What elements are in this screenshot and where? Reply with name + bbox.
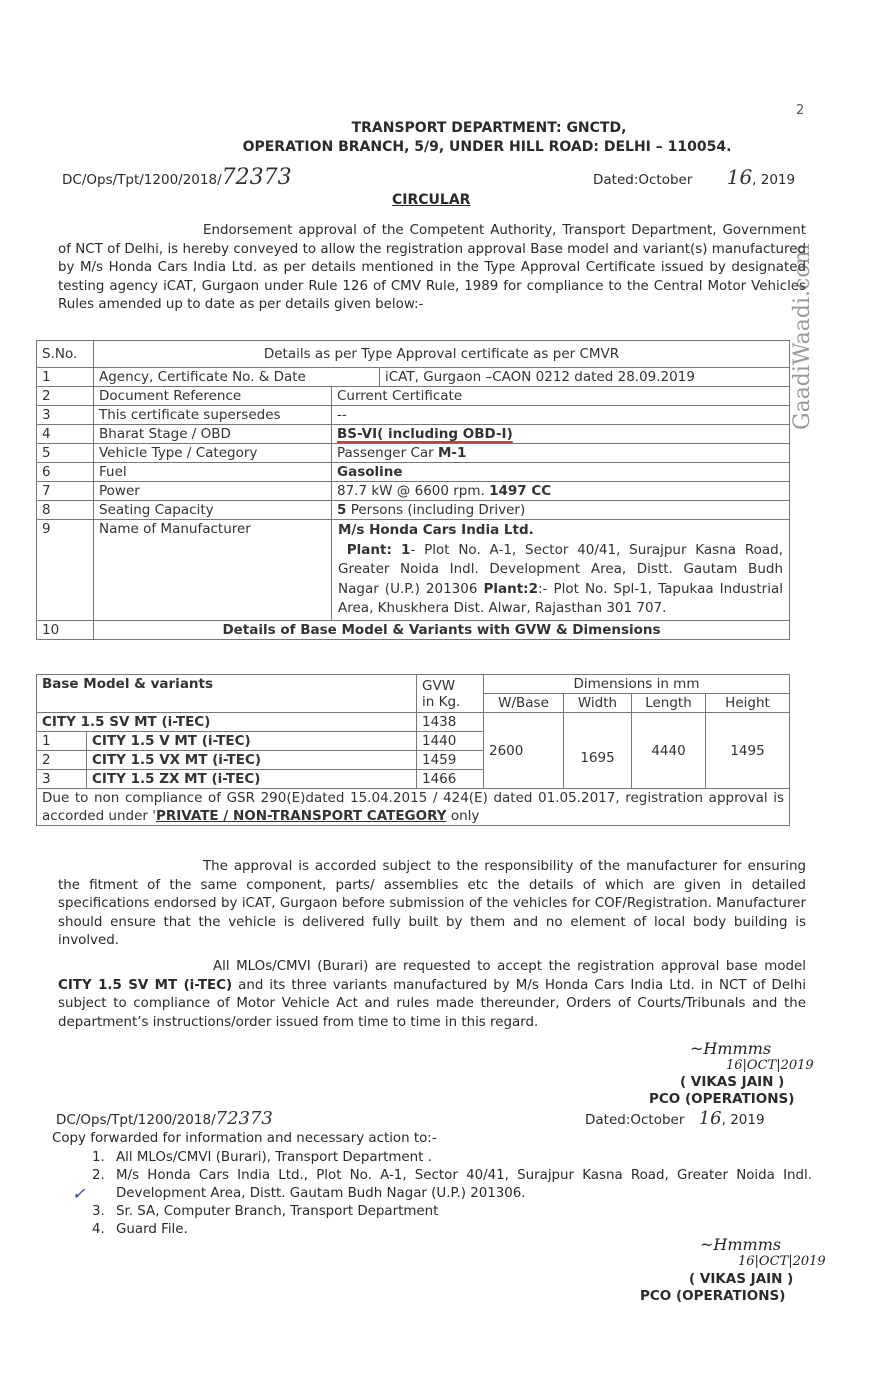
list-text: Guard File. xyxy=(116,1222,188,1237)
row-label: Document Reference xyxy=(94,387,332,406)
copy-date-year: , 2019 xyxy=(721,1112,765,1128)
paragraph-2 xyxy=(58,858,806,951)
plant1-address: - Plot No. A-1, Sector 40/41, Surajpur Kasna Road, Greater Noida Indl. Development Area, Distt. Gautam Budh Nagar (U.P.) 201306 xyxy=(338,541,783,597)
signatory-name-2: ( VIKAS JAIN ) xyxy=(689,1271,794,1287)
plant2-address: :- Plot No. Spl-1, Tapukaa Industrial Area, Khuskhera Dist. Alwar, Rajasthan 301 707. xyxy=(338,580,783,616)
value-prefix: 87.7 kW @ 6600 rpm. xyxy=(337,483,490,499)
note-prefix: Due to non compliance of GSR 290(E)dated 15.04.2015 / 424(E) dated 01.05.2017, registration approval is accorded under ' xyxy=(42,790,784,824)
copy-dated-label: Dated:October xyxy=(585,1112,685,1128)
list-number: 1. xyxy=(92,1150,105,1165)
table-row xyxy=(37,713,790,732)
row-sno: 10 xyxy=(37,620,94,639)
variant-name: CITY 1.5 VX MT (i-TEC) xyxy=(87,751,417,770)
table-row xyxy=(37,520,790,621)
base-model-gvw: 1438 xyxy=(417,713,484,732)
header-details: Details as per Type Approval certificate as per CMVR xyxy=(94,341,790,368)
intro-paragraph xyxy=(58,222,806,315)
p3-lead: All MLOs/CMVI (Burari) are requested to accept the registration approval base model xyxy=(213,959,806,974)
row-sno: 5 xyxy=(37,444,94,463)
table-row xyxy=(37,368,790,387)
row-label: Seating Capacity xyxy=(94,501,332,520)
handwritten-day: 16 xyxy=(726,165,753,189)
compliance-note xyxy=(37,789,790,826)
table-row xyxy=(37,501,790,520)
row-value xyxy=(332,482,790,501)
header-gvw xyxy=(417,675,484,713)
list-text: Sr. SA, Computer Branch, Transport Department xyxy=(116,1204,439,1219)
variant-name: CITY 1.5 V MT (i-TEC) xyxy=(87,732,417,751)
table-row xyxy=(37,406,790,425)
row-label: Power xyxy=(94,482,332,501)
copy-date xyxy=(585,1110,765,1129)
plant1-label: Plant: 1 xyxy=(346,541,411,558)
variant-no: 1 xyxy=(37,732,87,751)
p3-rest: and its three variants manufactured by M/s Honda Cars India Ltd. in NCT of Delhi subject to compliance of Motor Vehicle Act and rules made thereunder, Orders of Courts/Tribunals and the department’s instructions/order issued from time to time in this regard. xyxy=(58,977,806,1030)
value-prefix: Passenger Car xyxy=(337,445,438,461)
dim-length: 4440 xyxy=(632,713,706,789)
intro-text: Endorsement approval of the Competent Authority, Transport Department, Government of NCT of Delhi, is hereby conveyed to allow the registration approval Base model and variant(s) manufactured by M/s Honda Cars India Ltd. as per details mentioned in the Type Approval Certificate issued by designated testing agency iCAT, Gurgaon under Rule 126 of CMV Rule, 1989 for compliance to the Central Motor Vehicles Rules amended up to date as per details given below:- xyxy=(58,223,806,312)
variant-gvw: 1459 xyxy=(417,751,484,770)
note-suffix: only xyxy=(446,808,480,824)
row-label: Vehicle Type / Category xyxy=(94,444,332,463)
plant2-label: Plant:2 xyxy=(483,580,538,597)
header-length: Length xyxy=(632,694,706,713)
table-row xyxy=(37,482,790,501)
header-dimensions: Dimensions in mm xyxy=(484,675,790,694)
row-value xyxy=(332,444,790,463)
reference-date xyxy=(593,165,795,189)
row-sno: 3 xyxy=(37,406,94,425)
row-sno: 8 xyxy=(37,501,94,520)
value-bold: M-1 xyxy=(438,445,467,461)
row-sno: 2 xyxy=(37,387,94,406)
row-label: Bharat Stage / OBD xyxy=(94,425,332,444)
dim-width: 1695 xyxy=(564,713,632,789)
table-row xyxy=(37,387,790,406)
row-value: Gasoline xyxy=(332,463,790,482)
details-table xyxy=(36,340,790,640)
header-model: Base Model & variants xyxy=(37,675,417,713)
row-value: iCAT, Gurgaon –CAON 0212 dated 28.09.2019 xyxy=(380,368,790,387)
list-number: 4. xyxy=(92,1222,105,1237)
list-number: 3. xyxy=(92,1204,105,1219)
note-category: PRIVATE / NON-TRANSPORT CATEGORY xyxy=(155,808,447,824)
base-model-name: CITY 1.5 SV MT (i-TEC) xyxy=(37,713,417,732)
variant-no: 3 xyxy=(37,770,87,789)
signatory-designation-2: PCO (OPERATIONS) xyxy=(640,1288,786,1304)
reference-number xyxy=(62,165,292,190)
page-number: 2 xyxy=(796,103,805,118)
variant-gvw: 1466 xyxy=(417,770,484,789)
copy-list xyxy=(92,1149,812,1239)
row-value xyxy=(332,501,790,520)
variant-gvw: 1440 xyxy=(417,732,484,751)
table-row xyxy=(37,463,790,482)
signatory-designation-1: PCO (OPERATIONS) xyxy=(649,1091,795,1107)
row-sno: 7 xyxy=(37,482,94,501)
variants-table xyxy=(36,674,790,826)
circular-title: CIRCULAR xyxy=(392,192,471,208)
copy-reference xyxy=(56,1110,273,1129)
signature-date-2: 16|OCT|2019 xyxy=(738,1254,826,1269)
p3-model: CITY 1.5 SV MT (i-TEC) xyxy=(58,977,233,993)
copy-handwritten-day: 16 xyxy=(698,1108,722,1129)
dated-label: Dated:October xyxy=(593,172,693,188)
watermark: GaadiWaadi.com xyxy=(790,243,815,430)
copy-handwritten-number: 72373 xyxy=(215,1108,273,1129)
row-sno: 6 xyxy=(37,463,94,482)
row-value: Current Certificate xyxy=(332,387,790,406)
copy-reference-prefix: DC/Ops/Tpt/1200/2018/ xyxy=(56,1112,216,1128)
signature-date-1: 16|OCT|2019 xyxy=(726,1058,814,1073)
row-sno: 9 xyxy=(37,520,94,621)
date-year: , 2019 xyxy=(752,172,796,188)
row-label: Name of Manufacturer xyxy=(94,520,332,621)
header-line-1: TRANSPORT DEPARTMENT: GNCTD, xyxy=(351,120,627,136)
dim-wbase: 2600 xyxy=(484,713,564,789)
variant-no: 2 xyxy=(37,751,87,770)
paragraph-3 xyxy=(58,958,806,1032)
row-label: Agency, Certificate No. & Date xyxy=(94,368,380,387)
value-bold: 5 xyxy=(337,502,347,518)
header-sno: S.No. xyxy=(37,341,94,368)
list-text: All MLOs/CMVI (Burari), Transport Department . xyxy=(116,1150,432,1165)
list-text: M/s Honda Cars India Ltd., Plot No. A-1, Sector 40/41, Surajpur Kasna Road, Greater Noida Indl. Development Area, Distt. Gautam Budh Nagar (U.P.) 201306. xyxy=(116,1168,812,1201)
header-width: Width xyxy=(564,694,632,713)
table-row xyxy=(37,425,790,444)
reference-prefix: DC/Ops/Tpt/1200/2018/ xyxy=(62,172,222,188)
row-value-manufacturer xyxy=(332,520,790,621)
row-value-bs-vi: BS-VI( including OBD-I) xyxy=(332,425,790,444)
manufacturer-name: M/s Honda Cars India Ltd. xyxy=(338,522,534,538)
header-line-2: OPERATION BRANCH, 5/9, UNDER HILL ROAD: DELHI – 110054. xyxy=(242,139,732,155)
signature-scrawl-1: ~Hmmms xyxy=(690,1039,772,1058)
table-row xyxy=(37,620,790,639)
list-item xyxy=(92,1203,812,1221)
row-label: This certificate supersedes xyxy=(94,406,332,425)
signature-scrawl-2: ~Hmmms xyxy=(700,1235,782,1254)
variant-name: CITY 1.5 ZX MT (i-TEC) xyxy=(87,770,417,789)
row-value: -- xyxy=(332,406,790,425)
paragraph-2-text: The approval is accorded subject to the responsibility of the manufacturer for ensuring the fitment of the same component, parts/ assemblies etc the details of which are given in detailed specifications endorsed by iCAT, Gurgaon before submission of the vehicles for COF/Registration. Manufacturer should ensure that the vehicle is delivered fully built by them and no element of local body building is involved. xyxy=(58,859,806,948)
value-suffix: Persons (including Driver) xyxy=(346,502,526,518)
copy-intro: Copy forwarded for information and necessary action to:- xyxy=(52,1131,437,1146)
gvw-line1: GVW xyxy=(422,677,456,694)
handwritten-number: 72373 xyxy=(221,165,292,190)
gvw-line2: in Kg. xyxy=(422,693,461,710)
row-sno: 1 xyxy=(37,368,94,387)
dim-height: 1495 xyxy=(706,713,790,789)
list-number: 2. xyxy=(92,1168,105,1183)
table-row xyxy=(37,444,790,463)
row-sno: 4 xyxy=(37,425,94,444)
row-label: Fuel xyxy=(94,463,332,482)
tick-mark-icon: ✓ xyxy=(72,1184,86,1203)
row-label: Details of Base Model & Variants with GVW & Dimensions xyxy=(94,620,790,639)
signatory-name-1: ( VIKAS JAIN ) xyxy=(680,1074,785,1090)
header-height: Height xyxy=(706,694,790,713)
header-wbase: W/Base xyxy=(484,694,564,713)
list-item xyxy=(92,1167,812,1203)
list-item xyxy=(92,1149,812,1167)
value-bold: 1497 CC xyxy=(489,483,552,499)
